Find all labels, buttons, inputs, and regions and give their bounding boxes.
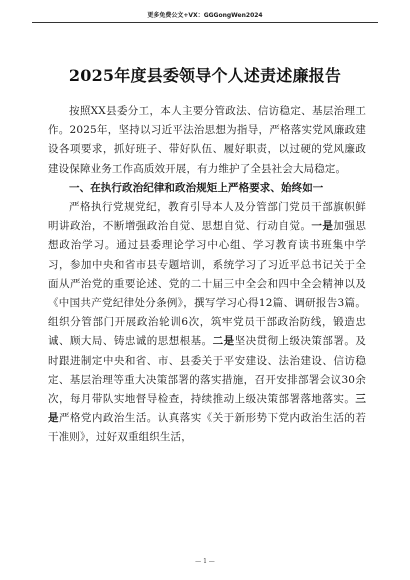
para-text: 坚决贯彻上级决策部署。及时跟进制定中央和省、市、县委关于平安建设、法治建设、信访稳定、基层治理等重大决策部署的落实措施，召开安排部署会议30余次，每月带队实地督导检查，持续推动上级决策部署落地落实。 [48, 335, 366, 406]
para-text: 严格党内政治生活。认真落实《关于新形势下党内政治生活的若干准则》，过好双重组织生活， [48, 412, 366, 444]
point-label-2: 二是 [212, 335, 235, 348]
section-heading-1: 一、在执行政治纪律和政治规矩上严格要求、始终如一 [69, 181, 324, 194]
point-label-3: 三是 [48, 393, 366, 425]
document-body [48, 102, 366, 448]
para-text: 严格执行党规党纪，教育引导本人及分管部门党员干部旗帜鲜明讲政治，不断增强政治自觉、思想自觉、行动自觉。 [48, 201, 366, 233]
intro-paragraph: 按照XX县委分工，本人主要分管政法、信访稳定、基层治理工作。2025年，坚持以习近平法治思想为指导，严格落实党风廉政建设各项要求，抓好班子、带好队伍、履好职责，以过硬的党风廉政建设保障业务工作高质效开展，有力维护了全县社会大局稳定。 [48, 105, 366, 175]
header-divider [32, 22, 378, 23]
point-label-1: 一是 [311, 220, 334, 233]
document-title: 2025年度县委领导个人述责述廉报告 [68, 66, 342, 85]
page-number: — 1 — [195, 558, 215, 565]
page-header: 更多免费公文+VX：GGGongWen2024 [147, 12, 263, 19]
section-1-paragraph [48, 198, 366, 448]
para-text: 加强思想政治学习。通过县委理论学习中心组、学习教育读书班集中学习，参加中央和省市县专题培训，系统学习了习近平总书记关于全面从严治党的重要论述、党的二十届三中全会和四中全会精神以及《中国共产党纪律处分条例》，撰写学习心得12篇、调研报告3篇。组织分管部门开展政治轮训6次，筑牢党员干部政治防线，锻造忠诚、顾大局、铸忠诚的思想根基。 [48, 220, 366, 348]
